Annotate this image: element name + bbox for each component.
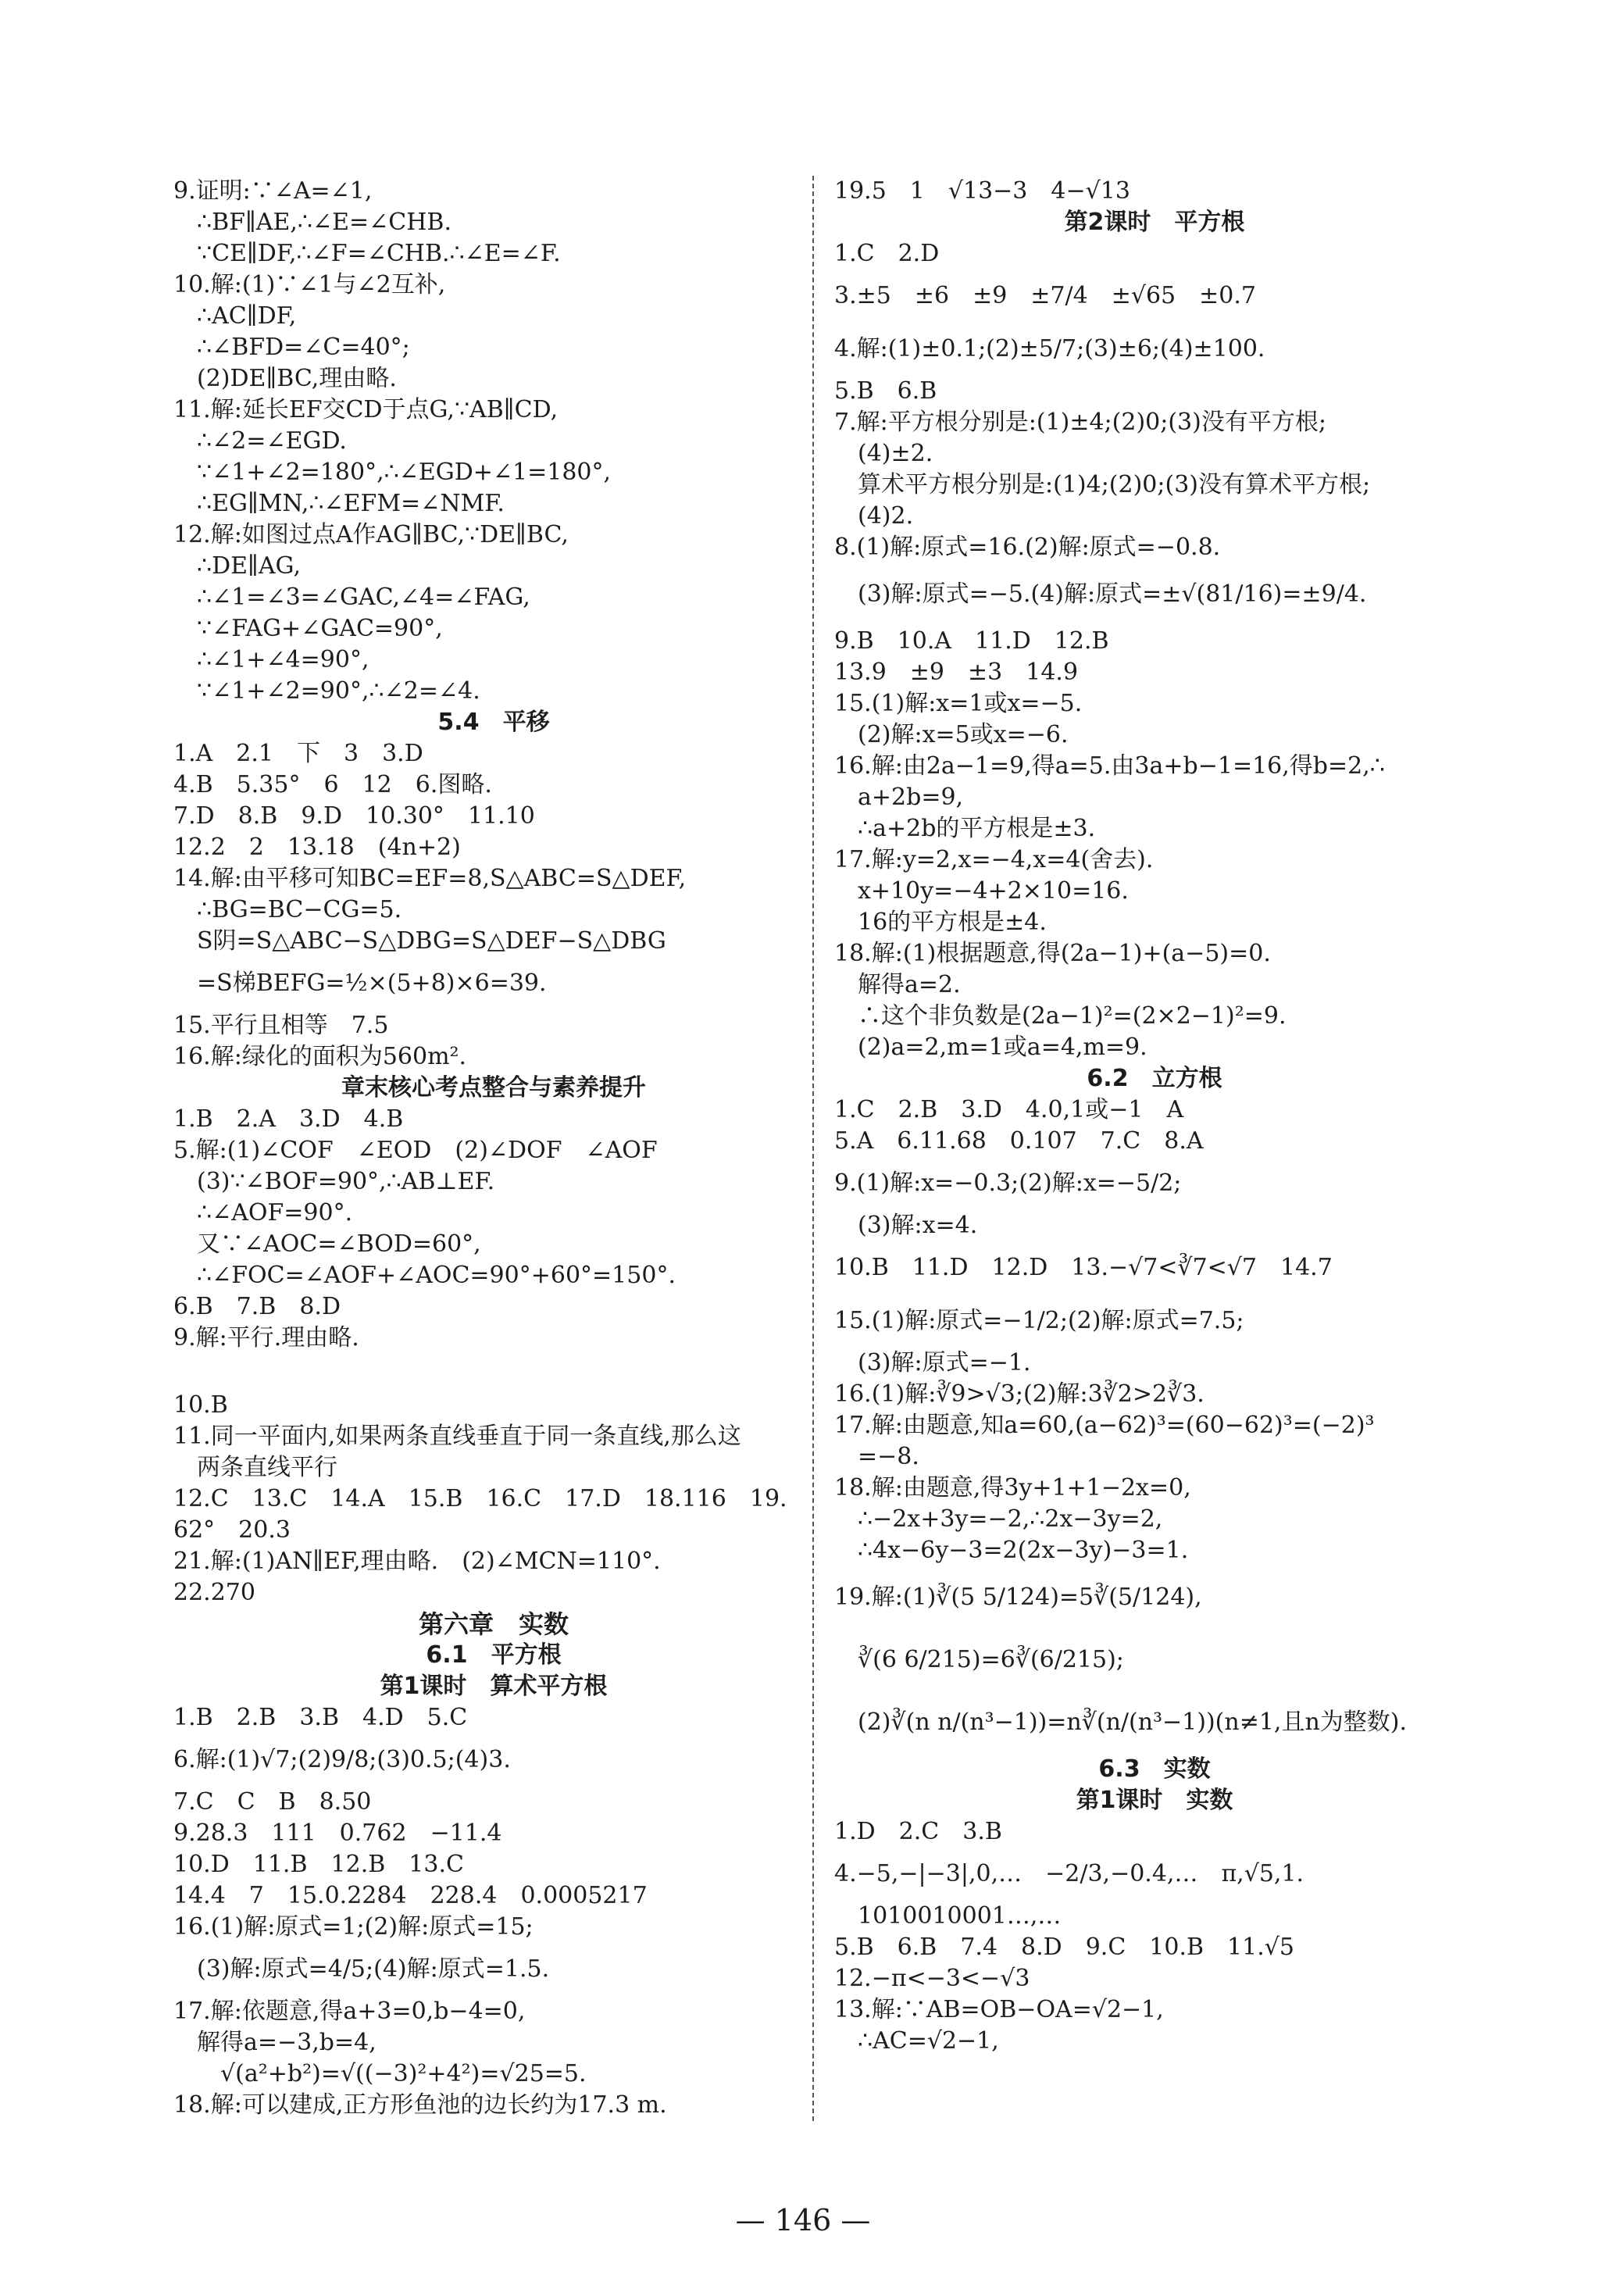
answer-line: 16.(1)解:原式=1;(2)解:原式=15;	[173, 1913, 534, 1941]
answer-line: 5.A 6.11.68 0.107 7.C 8.A	[834, 1127, 1204, 1155]
answer-line: 9.(1)解:x=−0.3;(2)解:x=−5/2;	[834, 1169, 1182, 1197]
answer-line: ∴BG=BC−CG=5.	[197, 896, 402, 923]
answer-line: 7.C C B 8.50	[173, 1788, 372, 1816]
answer-line: 1.C 2.B 3.D 4.0,1或−1 A	[834, 1096, 1184, 1123]
section-heading: 5.4 平移	[437, 709, 550, 736]
answer-line: 3.±5 ±6 ±9 ±7/4 ±√65 ±0.7	[834, 282, 1256, 309]
answer-line: ∴AC∥DF,	[197, 302, 297, 330]
answer-line: 1.B 2.A 3.D 4.B	[173, 1105, 404, 1133]
answer-line: S阴=S△ABC−S△DBG=S△DEF−S△DBG	[197, 927, 666, 955]
answer-line: 17.解:y=2,x=−4,x=4(舍去).	[834, 846, 1154, 873]
answer-line: ∴∠AOF=90°.	[197, 1199, 353, 1227]
answer-line: 22.270	[173, 1579, 255, 1606]
right-column	[834, 176, 1475, 2057]
answer-line: 18.解:可以建成,正方形鱼池的边长约为17.3 m.	[173, 2091, 667, 2119]
section-heading: 第1课时 实数	[1076, 1787, 1233, 1814]
answer-line: 5.B 6.B	[834, 377, 937, 405]
answer-line: x+10y=−4+2×10=16.	[858, 877, 1129, 905]
answer-line: ∵∠1+∠2=180°,∴∠EGD+∠1=180°,	[197, 459, 612, 486]
answer-line: 12.2 2 13.18 (4n+2)	[173, 834, 461, 861]
answer-line: 16.(1)解:∛9>√3;(2)解:3∛2>2∛3.	[834, 1380, 1204, 1408]
page-number: — 146 —	[735, 2203, 871, 2237]
answer-line: ∴EG∥MN,∴∠EFM=∠NMF.	[197, 490, 505, 517]
answer-line: 17.解:依题意,得a+3=0,b−4=0,	[173, 1998, 526, 2025]
answer-line: ∴AC=√2−1,	[858, 2027, 999, 2055]
section-heading: 6.2 立方根	[1087, 1065, 1222, 1092]
answer-line: 4.B 5.35° 6 12 6.图略.	[173, 771, 492, 798]
answer-line: 解得a=−3,b=4,	[197, 2029, 377, 2056]
answer-line: 13.解:∵AB=OB−OA=√2−1,	[834, 1996, 1164, 2023]
answer-line: (4)2.	[858, 502, 914, 530]
answer-line: 10.解:(1)∵∠1与∠2互补,	[173, 271, 446, 298]
answer-line: 4.解:(1)±0.1;(2)±5/7;(3)±6;(4)±100.	[834, 335, 1265, 362]
answer-line: 14.解:由平移可知BC=EF=8,S△ABC=S△DEF,	[173, 865, 687, 892]
answer-line: 1.D 2.C 3.B	[834, 1818, 1002, 1845]
answer-line: 6.解:(1)√7;(2)9/8;(3)0.5;(4)3.	[173, 1746, 511, 1773]
answer-line: 12.C 13.C 14.A 15.B 16.C 17.D 18.116 19.	[173, 1485, 787, 1512]
answer-line: 12.−π<−3<−√3	[834, 1965, 1030, 1992]
answer-line: ∵∠1+∠2=90°,∴∠2=∠4.	[197, 677, 480, 705]
answer-line: 10.D 11.B 12.B 13.C	[173, 1851, 464, 1878]
answer-line: (2)∛(n n/(n³−1))=n∛(n/(n³−1))(n≠1,且n为整数).	[858, 1709, 1408, 1736]
answer-line: ∛(6 6/215)=6∛(6/215);	[858, 1646, 1124, 1673]
answer-line: ∴∠2=∠EGD.	[197, 427, 347, 455]
left-column	[173, 176, 814, 2121]
answer-line: 算术平方根分别是:(1)4;(2)0;(3)没有算术平方根;	[858, 471, 1371, 498]
answer-line: ∴∠FOC=∠AOF+∠AOC=90°+60°=150°.	[197, 1262, 676, 1289]
answer-line: =S梯BEFG=½×(5+8)×6=39.	[197, 969, 547, 997]
answer-line: 9.B 10.A 11.D 12.B	[834, 627, 1109, 655]
answer-line: ∴BF∥AE,∴∠E=∠CHB.	[197, 209, 452, 236]
answer-line: 1010010001…,…	[858, 1902, 1062, 1930]
answer-line: 62° 20.3	[173, 1516, 291, 1544]
answer-line: (4)±2.	[858, 440, 933, 467]
answer-line: (2)DE∥BC,理由略.	[197, 365, 397, 392]
answer-line: √(a²+b²)=√((−3)²+4²)=√25=5.	[220, 2060, 587, 2087]
column-divider	[812, 176, 814, 2121]
answer-line: (3)解:x=4.	[858, 1212, 978, 1239]
answer-line: 11.解:延长EF交CD于点G,∵AB∥CD,	[173, 396, 559, 423]
answer-line: 15.(1)解:x=1或x=−5.	[834, 690, 1083, 717]
answer-line: 15.(1)解:原式=−1/2;(2)解:原式=7.5;	[834, 1307, 1244, 1334]
answer-line: ∴DE∥AG,	[197, 552, 301, 580]
answer-line: ∴∠1+∠4=90°,	[197, 646, 369, 673]
answer-line: 15.平行且相等 7.5	[173, 1012, 389, 1039]
answer-line: 8.(1)解:原式=16.(2)解:原式=−0.8.	[834, 534, 1221, 561]
answer-line: 1.B 2.B 3.B 4.D 5.C	[173, 1704, 468, 1731]
answer-line: 7.解:平方根分别是:(1)±4;(2)0;(3)没有平方根;	[834, 409, 1326, 436]
section-heading: 第六章 实数	[418, 1609, 569, 1639]
answer-line: 9.28.3 111 0.762 −11.4	[173, 1819, 502, 1847]
answer-line: 解得a=2.	[858, 971, 961, 998]
answer-line: 18.解:(1)根据题意,得(2a−1)+(a−5)=0.	[834, 940, 1271, 967]
answer-line: 9.证明:∵∠A=∠1,	[173, 177, 373, 205]
answer-line: 17.解:由题意,知a=60,(a−62)³=(60−62)³=(−2)³	[834, 1412, 1375, 1439]
answer-line: 5.B 6.B 7.4 8.D 9.C 10.B 11.√5	[834, 1934, 1294, 1961]
section-heading: 6.3 实数	[1098, 1755, 1211, 1783]
answer-line: 10.B	[173, 1391, 228, 1419]
answer-line: 1.C 2.D	[834, 240, 940, 267]
answer-line: a+2b=9,	[858, 784, 964, 811]
answer-line: (3)解:原式=−1.	[858, 1349, 1031, 1377]
answer-line: 6.B 7.B 8.D	[173, 1293, 341, 1320]
answer-line: 4.−5,−|−3|,0,… −2/3,−0.4,… π,√5,1.	[834, 1860, 1304, 1887]
answer-line: ∴∠BFD=∠C=40°;	[197, 334, 410, 361]
section-heading: 章末核心考点整合与素养提升	[341, 1074, 646, 1102]
answer-line: =−8.	[858, 1443, 919, 1470]
answer-line: 16.解:由2a−1=9,得a=5.由3a+b−1=16,得b=2,∴	[834, 752, 1385, 780]
blank-space	[173, 1354, 814, 1390]
answer-line: (2)解:x=5或x=−6.	[858, 721, 1069, 748]
answer-line: 10.B 11.D 12.D 13.−√7<∛7<√7 14.7	[834, 1254, 1333, 1281]
answer-line: 13.9 ±9 ±3 14.9	[834, 659, 1079, 686]
answer-line: ∴这个非负数是(2a−1)²=(2×2−1)²=9.	[858, 1002, 1287, 1030]
answer-line: 19.解:(1)∛(5 5/124)=5∛(5/124),	[834, 1584, 1202, 1611]
answer-line: ∴4x−6y−3=2(2x−3y)−3=1.	[858, 1537, 1189, 1564]
answer-line: (3)解:原式=−5.(4)解:原式=±√(81/16)=±9/4.	[858, 580, 1367, 608]
section-heading: 第1课时 算术平方根	[380, 1673, 608, 1700]
answer-line: ∴∠1=∠3=∠GAC,∠4=∠FAG,	[197, 584, 530, 611]
answer-line: 16.解:绿化的面积为560m².	[173, 1043, 467, 1070]
answer-line: 14.4 7 15.0.2284 228.4 0.0005217	[173, 1882, 648, 1909]
section-heading: 第2课时 平方根	[1064, 209, 1245, 236]
answer-line: ∴a+2b的平方根是±3.	[858, 815, 1096, 842]
answer-line: (2)a=2,m=1或a=4,m=9.	[858, 1034, 1147, 1061]
answer-line: 9.解:平行.理由略.	[173, 1324, 359, 1352]
answer-line: 18.解:由题意,得3y+1+1−2x=0,	[834, 1474, 1191, 1502]
section-heading: 6.1 平方根	[426, 1641, 562, 1669]
answer-line: (3)∵∠BOF=90°,∴AB⊥EF.	[197, 1168, 495, 1195]
answer-line: 12.解:如图过点A作AG∥BC,∵DE∥BC,	[173, 521, 569, 548]
answer-line: 21.解:(1)AN∥EF,理由略. (2)∠MCN=110°.	[173, 1548, 661, 1575]
answer-line: ∵∠FAG+∠GAC=90°,	[197, 615, 443, 642]
answer-line: 16的平方根是±4.	[858, 909, 1047, 936]
answer-line: 又∵∠AOC=∠BOD=60°,	[197, 1230, 481, 1258]
answer-line: 1.A 2.1 下 3 3.D	[173, 740, 423, 767]
answer-line: ∵CE∥DF,∴∠F=∠CHB.∴∠E=∠F.	[197, 240, 561, 267]
answer-line: (3)解:原式=4/5;(4)解:原式=1.5.	[197, 1955, 550, 1983]
answer-line: 19.5 1 √13−3 4−√13	[834, 177, 1130, 205]
answer-line: ∴−2x+3y=−2,∴2x−3y=2,	[858, 1505, 1163, 1533]
answer-line: 两条直线平行	[197, 1454, 337, 1481]
answer-line: 11.同一平面内,如果两条直线垂直于同一条直线,那么这	[173, 1423, 741, 1450]
answer-line: 5.解:(1)∠COF ∠EOD (2)∠DOF ∠AOF	[173, 1137, 658, 1164]
answer-line: 7.D 8.B 9.D 10.30° 11.10	[173, 802, 535, 830]
